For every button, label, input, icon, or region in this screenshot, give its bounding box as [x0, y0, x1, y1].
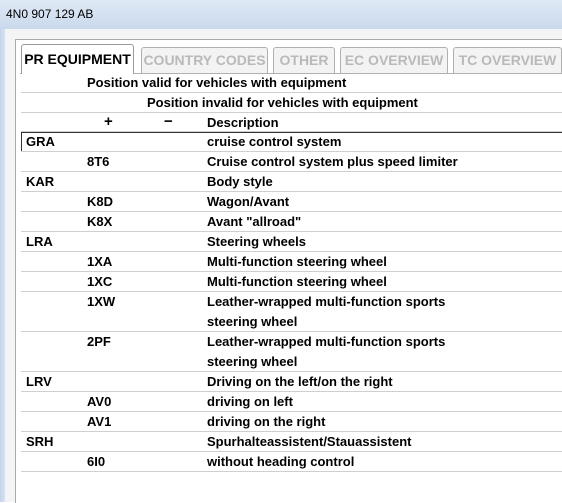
row-description: Multi-function steering wheel	[207, 274, 387, 289]
row-code: GRA	[26, 134, 55, 149]
row-subcode: AV1	[87, 414, 112, 429]
row-subcode: 1XA	[87, 254, 113, 269]
row-description-continued: steering wheel	[207, 354, 298, 369]
row-description: Avant "allroad"	[207, 214, 302, 229]
row-description: driving on the right	[207, 414, 326, 429]
row-description: driving on left	[207, 394, 293, 409]
row-description: Driving on the left/on the right	[207, 374, 393, 389]
table-row[interactable]	[21, 172, 562, 192]
column-header-minus[interactable]: −	[164, 113, 173, 130]
row-description: without heading control	[207, 454, 355, 469]
row-description: Body style	[207, 174, 273, 189]
row-subcode: 8T6	[87, 154, 110, 169]
row-description: Cruise control system plus speed limiter	[207, 154, 458, 169]
header-divider	[21, 112, 562, 113]
row-subcode: K8X	[87, 214, 113, 229]
header-invalid-label: Position invalid for vehicles with equipment	[147, 95, 418, 110]
row-subcode: AV0	[87, 394, 112, 409]
row-description-continued: steering wheel	[207, 314, 298, 329]
row-subcode: 6I0	[87, 454, 106, 469]
tab-country-codes[interactable]: COUNTRY CODES	[141, 47, 268, 73]
row-code: SRH	[26, 434, 54, 449]
header-divider	[21, 92, 562, 93]
row-description: Leather-wrapped multi-function sports	[207, 294, 446, 309]
row-subcode: 1XC	[87, 274, 113, 289]
row-description: Spurhalteassistent/Stauassistent	[207, 434, 412, 449]
tab-ec-overview[interactable]: EC OVERVIEW	[340, 47, 448, 73]
tab-tc-overview[interactable]: TC OVERVIEW	[453, 47, 562, 73]
window-titlebar[interactable]	[0, 0, 562, 30]
row-description: Steering wheels	[207, 234, 306, 249]
row-subcode: 1XW	[87, 294, 116, 309]
row-divider	[21, 471, 562, 472]
tab-other[interactable]: OTHER	[273, 47, 335, 73]
tab-pr-equipment[interactable]: PR EQUIPMENT	[21, 44, 134, 74]
row-description: Wagon/Avant	[207, 194, 290, 209]
row-description: Leather-wrapped multi-function sports	[207, 334, 446, 349]
row-description: cruise control system	[207, 134, 342, 149]
column-header-plus[interactable]: +	[104, 113, 113, 130]
column-header-description[interactable]: Description	[207, 115, 279, 130]
row-code: LRA	[26, 234, 53, 249]
window-title: 4N0 907 129 AB	[6, 7, 94, 21]
header-valid-label: Position valid for vehicles with equipment	[87, 75, 347, 90]
row-description: Multi-function steering wheel	[207, 254, 387, 269]
row-code: KAR	[26, 174, 55, 189]
row-subcode: 2PF	[87, 334, 111, 349]
row-code: LRV	[26, 374, 52, 389]
row-subcode: K8D	[87, 194, 114, 209]
